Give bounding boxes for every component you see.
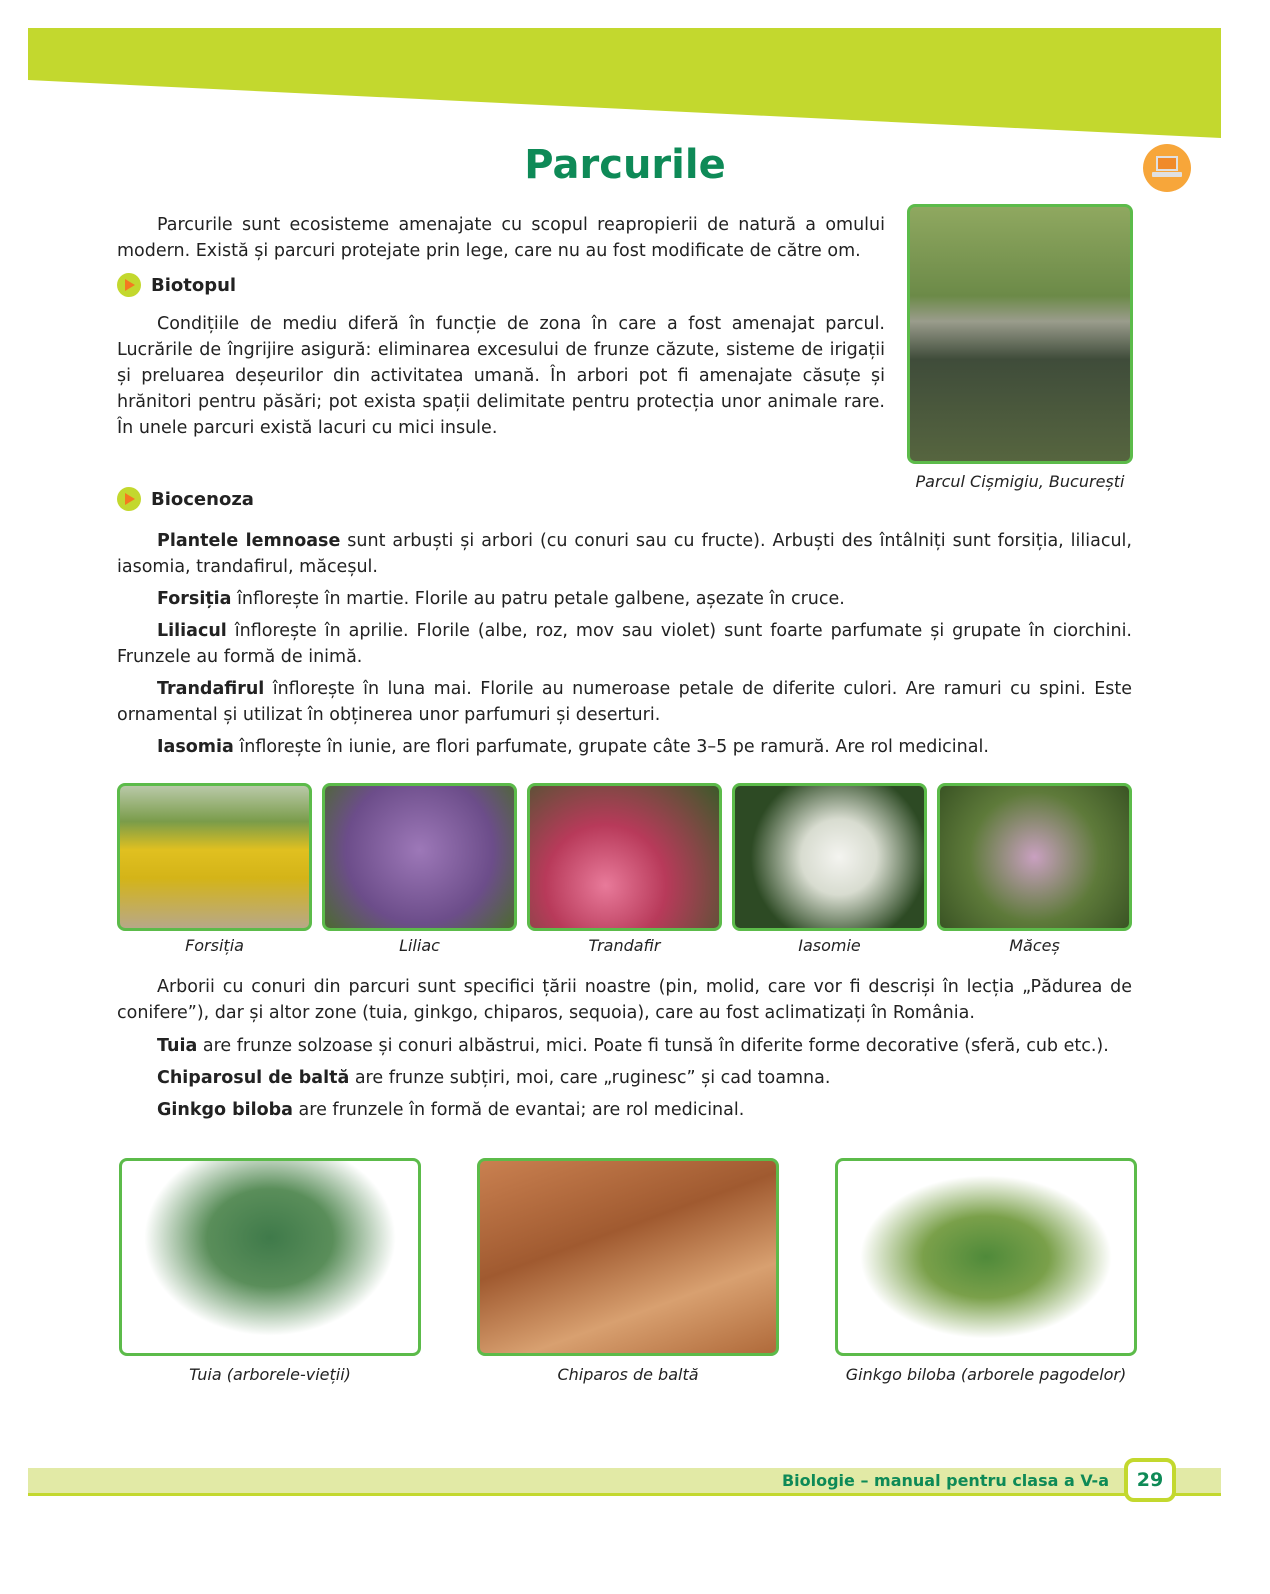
flower-photo [117, 783, 312, 931]
header-band [28, 28, 1221, 138]
page-title: Parcurile [524, 142, 726, 188]
paragraph [117, 1097, 1132, 1123]
flower-caption: Forsiția [185, 936, 244, 955]
conifers-intro: Arborii cu conuri din parcuri sunt specifici țării noastre (pin, molid, care vor fi descriși în lecția „Pădurea de conifere”), dar și altor zone (tuia, ginkgo, chiparos, sequoia), care au fost aclimatizați în România. [117, 977, 1132, 1023]
term: Trandafirul [157, 679, 265, 699]
tree-photo [119, 1158, 421, 1356]
footer-text: Biologie – manual pentru clasa a V-a [781, 1471, 1109, 1490]
park-photo [907, 204, 1133, 464]
intro-paragraph: Parcurile sunt ecosisteme amenajate cu scopul reapropierii de natură a omului modern. Există și parcuri protejate prin lege, care nu au fost modificate de către om. [117, 215, 885, 261]
section-biotop: Biotopul [117, 273, 236, 297]
flower-photo [527, 783, 722, 931]
flower-caption: Liliac [399, 936, 440, 955]
description: înflorește în iunie, are flori parfumate, grupate câte 3–5 pe ramură. Are rol medicinal. [233, 737, 989, 757]
term: Chiparosul de baltă [157, 1068, 350, 1088]
description: sunt arbuști și arbori (cu conuri sau cu fructe). Arbuști des întâlniți sunt forsiția, liliacul, iasomia, trandafirul, măceșul. [117, 531, 1132, 577]
description: are frunze subțiri, moi, care „ruginesc” și cad toamna. [349, 1068, 831, 1088]
tree-caption: Ginkgo biloba (arborele pagodelor) [845, 1365, 1127, 1384]
laptop-icon[interactable] [1143, 144, 1191, 192]
flower-caption: Trandafir [588, 936, 661, 955]
term: Forsiția [157, 589, 232, 609]
term: Iasomia [157, 737, 234, 757]
paragraph [117, 1065, 1132, 1091]
tree-photo [835, 1158, 1137, 1356]
description: are frunzele în formă de evantai; are rol medicinal. [292, 1100, 745, 1120]
paragraph [117, 676, 1132, 728]
term: Ginkgo biloba [157, 1100, 293, 1120]
paragraph [117, 586, 1132, 612]
tree-photo [477, 1158, 779, 1356]
term: Plantele lemnoase [157, 531, 341, 551]
term: Tuia [157, 1036, 198, 1056]
section-biocenoza: Biocenoza [117, 487, 254, 511]
description: înflorește în aprilie. Florile (albe, roz, mov sau violet) sunt foarte parfumate și grupate în ciorchini. Frunzele au formă de inimă. [117, 621, 1132, 667]
flower-photo [322, 783, 517, 931]
page-number: 29 [1124, 1458, 1176, 1502]
flower-photo [732, 783, 927, 931]
description: înflorește în luna mai. Florile au numeroase petale de diferite culori. Are ramuri cu spini. Este ornamental și utilizat în obținerea unor parfumuri și deserturi. [117, 679, 1132, 725]
paragraph [117, 1033, 1132, 1059]
footer-bar [28, 1468, 1221, 1496]
play-bullet-icon [117, 487, 141, 511]
flower-caption: Iasomie [798, 936, 861, 955]
paragraph [117, 618, 1132, 670]
description: are frunze solzoase și conuri albăstrui, mici. Poate fi tunsă în diferite forme decorative (sferă, cub etc.). [197, 1036, 1109, 1056]
biotop-paragraph: Condițiile de mediu diferă în funcție de zona în care a fost amenajat parcul. Lucrările de îngrijire asigură: eliminarea excesului de frunze căzute, sisteme de irigații și preluarea deșeurilor din activitatea umană. În arbori pot fi amenajate căsuțe și hrănitori pentru păsări; pot exista spații delimitate pentru protecția unor animale rare. În unele parcuri există lacuri cu mici insule. [117, 314, 885, 438]
description: înflorește în martie. Florile au patru petale galbene, așezate în cruce. [231, 589, 845, 609]
play-bullet-icon [117, 273, 141, 297]
paragraph [117, 528, 1132, 580]
flower-photo [937, 783, 1132, 931]
paragraph [117, 734, 1132, 760]
tree-caption: Chiparos de baltă [557, 1365, 699, 1384]
term: Liliacul [157, 621, 227, 641]
park-caption: Parcul Cișmigiu, București [915, 472, 1125, 491]
flower-caption: Măceș [1009, 936, 1060, 955]
tree-caption: Tuia (arborele-vieții) [189, 1365, 351, 1384]
